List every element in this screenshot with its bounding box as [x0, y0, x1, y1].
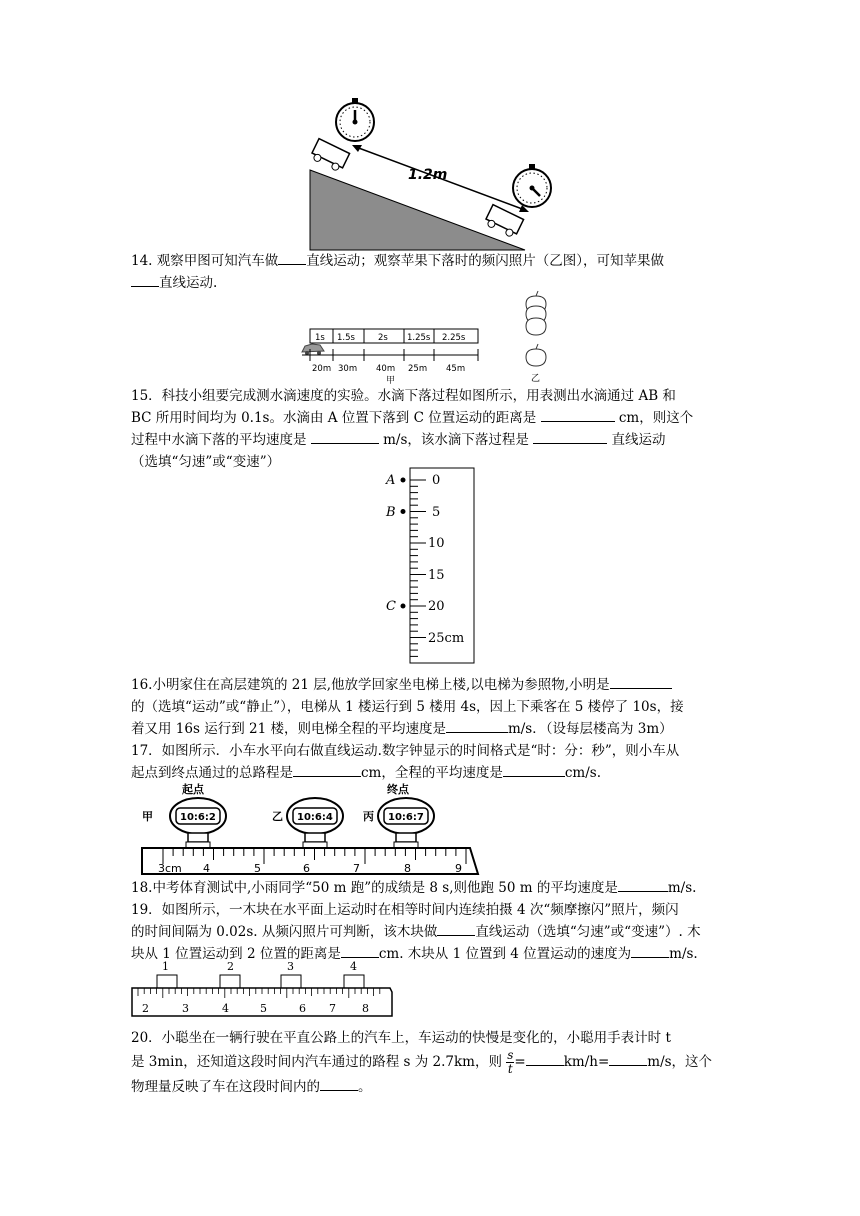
svg-text:45m: 45m [446, 364, 466, 374]
svg-text:3: 3 [182, 1002, 189, 1015]
digital-clock-bing [363, 798, 434, 848]
figure-label-jia: 甲 [386, 376, 396, 385]
incline-figure [300, 95, 570, 255]
water-drop-ruler-figure [380, 466, 480, 666]
drop-point-b [385, 505, 406, 520]
svg-text:C: C [386, 599, 396, 614]
answer-blank[interactable] [541, 407, 615, 422]
svg-text:4: 4 [222, 1002, 229, 1015]
svg-text:6: 6 [303, 862, 310, 875]
question-16: 16.小明家住在高层建筑的 21 层,他放学回家坐电梯上楼,以电梯为参照物,小明是 的（选填“运动”或“静止”），电梯从 1 楼运行到 5 楼用 4s，因上下乘客在 5 楼停了 10s，接 着又用 16s 运行到 21 楼，则电梯全程的平均速度是 m/s．（设每层楼高为 3m） [131, 674, 731, 740]
answer-blank[interactable] [293, 762, 361, 777]
svg-text:10:6:2: 10:6:2 [180, 812, 216, 823]
question-17: 17．如图所示．小车水平向右做直线运动.数字钟显示的时间格式是“时：分：秒”，则小车从 起点到终点通过的总路程是 cm，全程的平均速度是 cm/s. [131, 743, 680, 781]
svg-text:10:6:7: 10:6:7 [388, 812, 424, 823]
fraction-s-over-t: $\frac{s}{t}$ [507, 1048, 514, 1076]
svg-text:0: 0 [432, 473, 441, 488]
svg-text:B: B [386, 505, 396, 520]
answer-blank[interactable] [631, 943, 669, 958]
svg-text:A: A [386, 473, 396, 488]
question-18: 18.中考体育测试中,小雨同学“50 m 跑”的成绩是 8 s,则他跑 50 m 的平均速度是 m/s. [131, 877, 731, 899]
answer-blank[interactable] [131, 272, 159, 287]
drop-point-c [386, 599, 406, 614]
question-20: 20．小聪坐在一辆行驶在平直公路上的汽车上，车运动的快慢是变化的，小聪用手表计时 t 是 3min，还知道这段时间内汽车通过的路程 s 为 2.7km，则 $\frac{s}{t}$ = km/h= m/s，这个 物理量反映了车在这段时间内的 。 [131, 1030, 713, 1095]
svg-text:2: 2 [142, 1002, 149, 1015]
start-label: 起点 [182, 783, 204, 796]
answer-blank[interactable] [278, 250, 306, 265]
svg-text:40m: 40m [376, 364, 396, 374]
svg-text:9: 9 [455, 862, 462, 875]
answer-blank[interactable] [526, 1051, 564, 1066]
stopwatch-icon [336, 98, 374, 141]
question-15: 15．科技小组要完成测水滴速度的实验。水滴下落过程如图所示，用表测出水滴通过 AB 和 BC 所用时间均为 0.1s。水滴由 A 位置下落到 C 位置运动的距离是 cm，则这个 过程中水滴下落的平均速度是 m/s，该水滴下落过程是 直线运动 （选填“匀速”或“变速”） [131, 388, 694, 470]
figure-label-yi: 乙 [531, 374, 541, 384]
svg-text:1.5s: 1.5s [337, 333, 355, 343]
svg-text:5: 5 [260, 1002, 267, 1015]
question-19: 19．如图所示，一木块在水平面上运动时在相等时间内连续拍摄 4 次“频摩擦闪”照片，频闪 的时间间隔为 0.02s. 从频闪照片可判断，该木块做 直线运动（选填“匀速”或“变速”）. 木 块从 1 位置运动到 2 位置的距离是 cm. 木块从 1 位置到 4 位置运动的速度为 m/s. [131, 902, 701, 962]
svg-text:1s: 1s [315, 333, 325, 343]
answer-blank[interactable] [503, 762, 565, 777]
answer-blank[interactable] [341, 943, 379, 958]
top-cart [310, 139, 350, 173]
svg-text:20: 20 [428, 599, 445, 614]
svg-text:6: 6 [299, 1002, 306, 1015]
answer-blank[interactable] [610, 674, 672, 689]
svg-text:1: 1 [162, 960, 169, 973]
time-row [310, 329, 478, 343]
question-14: 14. 观察甲图可知汽车做 直线运动；观察苹果下落时的频闪照片（乙图），可知苹果做 直线运动. [131, 250, 731, 294]
svg-text:25cm: 25cm [428, 631, 465, 646]
car-icon [302, 344, 324, 355]
svg-text:8: 8 [362, 1002, 369, 1015]
apple-strobe [526, 291, 546, 366]
svg-text:3: 3 [287, 960, 294, 973]
answer-blank[interactable] [618, 877, 668, 892]
svg-text:30m: 30m [338, 364, 358, 374]
answer-blank[interactable] [446, 718, 508, 733]
svg-text:3cm: 3cm [158, 862, 182, 875]
svg-text:1.25s: 1.25s [407, 333, 431, 343]
svg-text:7: 7 [329, 1002, 336, 1015]
end-label: 终点 [387, 783, 409, 796]
wood-blocks [157, 975, 364, 988]
cart-clock-ruler-figure [140, 780, 485, 880]
digital-clock-yi [272, 798, 343, 848]
svg-text:乙: 乙 [272, 810, 283, 823]
svg-text:20m: 20m [312, 364, 332, 374]
answer-blank[interactable] [320, 1076, 358, 1091]
svg-text:8: 8 [404, 862, 411, 875]
svg-text:2s: 2s [378, 333, 388, 343]
svg-text:25m: 25m [408, 364, 428, 374]
svg-text:7: 7 [353, 862, 360, 875]
svg-text:5: 5 [254, 862, 261, 875]
answer-blank[interactable] [437, 921, 475, 936]
answer-blank[interactable] [609, 1051, 647, 1066]
answer-blank[interactable] [533, 429, 607, 444]
digital-clock-jia [142, 798, 226, 848]
car-strobe-figure [300, 285, 580, 385]
stopwatch-icon [513, 164, 551, 207]
svg-text:4: 4 [350, 960, 357, 973]
answer-blank[interactable] [311, 429, 379, 444]
svg-text:10:6:4: 10:6:4 [297, 812, 333, 823]
distance-label: 1.2m [408, 167, 448, 183]
svg-text:10: 10 [428, 536, 445, 551]
ruler [142, 848, 478, 874]
drop-point-a [385, 473, 406, 488]
bottom-cart [484, 205, 524, 239]
svg-text:5: 5 [432, 505, 441, 520]
svg-text:4: 4 [203, 862, 210, 875]
svg-text:2.25s: 2.25s [442, 333, 466, 343]
svg-text:15: 15 [428, 568, 445, 583]
svg-text:丙: 丙 [363, 810, 374, 823]
svg-text:甲: 甲 [142, 810, 153, 823]
block-strobe-ruler-figure [130, 958, 395, 1020]
svg-text:2: 2 [227, 960, 234, 973]
